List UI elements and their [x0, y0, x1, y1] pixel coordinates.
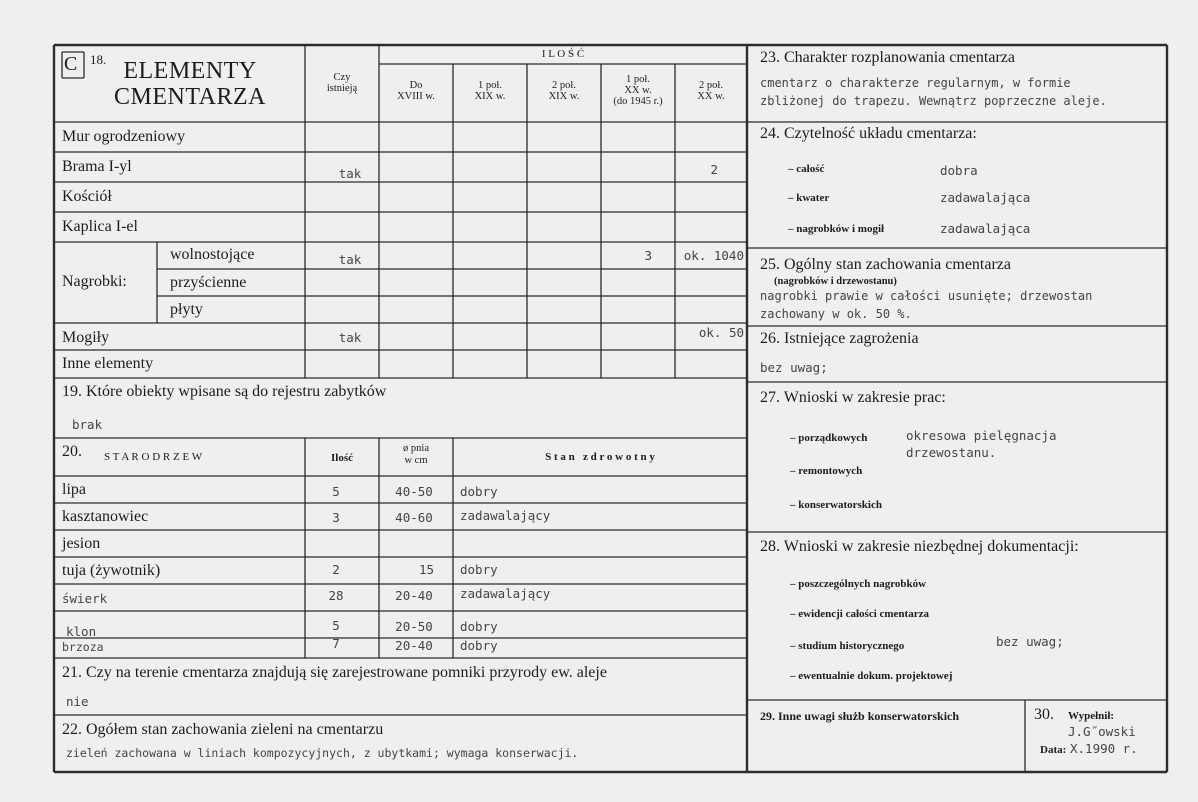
tree-row-qty: 5 [332, 618, 340, 633]
section-20-title: S T A R O D R Z E W [104, 451, 203, 463]
period-5-line2: XX w. [697, 91, 725, 102]
col-tree-diam-line1: ø pnia [403, 443, 429, 454]
documentation-item-label: – studium historycznego [790, 640, 905, 652]
row-mogily-xx2: ok. 50 [698, 325, 744, 340]
period-3-line1: 2 poł. [552, 80, 576, 91]
tree-row-diam: 20-40 [395, 588, 433, 603]
corner-letter: C [64, 53, 78, 75]
section-18-title-line2: CMENTARZA [114, 84, 266, 110]
documentation-item-label: – ewentualnie dokum. projektowej [790, 670, 953, 682]
legibility-item-value: zadawalająca [940, 221, 1031, 236]
tree-row-qty: 7 [332, 636, 340, 651]
legibility-item-value: zadawalająca [940, 190, 1031, 205]
filled-by-label: Wypełnił: [1068, 710, 1115, 722]
legibility-item-label: – kwater [788, 192, 830, 204]
col-exists-line1: Czy [333, 72, 351, 83]
section-19-label: 19. Które obiekty wpisane są do rejestru zabytków [62, 383, 387, 400]
tree-row-qty: 2 [332, 562, 340, 577]
date-label: Data: [1040, 744, 1067, 756]
row-wolnostojace-xx2: ok. 1040 [683, 248, 744, 263]
section-18-title-line1: ELEMENTY [123, 58, 257, 84]
section-24-label: 24. Czytelność układu cmentarza: [760, 125, 977, 142]
documentation-item-label: – ewidencji całości cmentarza [790, 608, 929, 620]
tree-row-health: dobry [460, 484, 498, 499]
section-23-line1: cmentarz o charakterze regularnym, w formie [760, 76, 1071, 90]
legibility-item-value: dobra [940, 163, 978, 178]
section-27-label: 27. Wnioski w zakresie prac: [760, 389, 946, 406]
filled-by-value: J.G˝owski [1068, 724, 1136, 739]
tree-row-name: kasztanowiec [62, 508, 149, 525]
col-tree-diam-line2: w cm [404, 455, 428, 466]
legibility-item-label: – nagrobków i mogił [788, 223, 885, 235]
tree-row-health: dobry [460, 562, 498, 577]
documentation-item-value: bez uwag; [996, 634, 1064, 649]
tree-row-name: lipa [62, 481, 86, 498]
section-25-line1: nagrobki prawie w całości usunięte; drzewostan [760, 289, 1093, 303]
col-quantity-header: I L O Ś Ć [541, 48, 585, 60]
tree-row-qty: 28 [328, 588, 344, 603]
tree-row-health: zadawalający [460, 508, 551, 523]
section-26-value: bez uwag; [760, 360, 828, 375]
section-25-label: 25. Ogólny stan zachowania cmentarza [760, 256, 1012, 273]
col-exists-line2: istnieją [326, 83, 358, 94]
section-23-label: 23. Charakter rozplanowania cmentarza [760, 49, 1015, 66]
period-1-line1: Do [409, 80, 423, 91]
row-przyscienne-label: przyścienne [170, 274, 247, 291]
section-25-sublabel: (nagrobków i drzewostanu) [774, 276, 897, 287]
row-mur-label: Mur ogrodzeniowy [62, 128, 186, 145]
row-brama-label: Brama I-yl [62, 158, 132, 175]
row-wolnostojace-exists: tak [338, 252, 362, 267]
row-plyty-label: płyty [170, 301, 203, 318]
row-inne-label: Inne elementy [62, 355, 154, 372]
period-4-line1: 1 poł. [626, 74, 650, 85]
tree-row-qty: 3 [332, 510, 340, 525]
tree-row-health: zadawalający [460, 586, 551, 601]
section-22-label: 22. Ogółem stan zachowania zieleni na cmentarzu [62, 721, 384, 738]
tree-row-name: świerk [62, 591, 108, 606]
tree-row-diam: 40-50 [395, 484, 433, 499]
works-item-value: okresowa pielęgnacja [906, 428, 1057, 443]
period-4-line3: (do 1945 r.) [613, 96, 663, 107]
section-21-value: nie [66, 694, 89, 709]
period-5-line1: 2 poł. [699, 80, 723, 91]
tree-row-name: tuja (żywotnik) [62, 562, 161, 579]
section-19-value: brak [72, 417, 103, 432]
row-nagrobki-label: Nagrobki: [62, 273, 127, 290]
section-23-line2: zbliżonej do trapezu. Wewnątrz poprzeczne aleje. [760, 94, 1107, 108]
tree-row-diam: 20-50 [395, 619, 433, 634]
row-kosciol-label: Kościół [62, 188, 112, 205]
row-brama-exists: tak [338, 166, 362, 181]
period-1-line2: XVIII w. [397, 91, 435, 102]
section-28-label: 28. Wnioski w zakresie niezbędnej dokumentacji: [760, 538, 1079, 555]
section-18-number: 18. [90, 52, 107, 67]
section-29-label: 29. Inne uwagi służb konserwatorskich [760, 709, 960, 723]
section-22-value: zieleń zachowana w liniach kompozycyjnych, z ubytkami; wymaga konserwacji. [66, 746, 579, 760]
section-20-number: 20. [62, 443, 82, 460]
tree-row-diam: 20-40 [395, 638, 433, 653]
row-mogily-exists: tak [338, 330, 362, 345]
section-30-number: 30. [1034, 706, 1054, 723]
tree-row-name: klon [66, 624, 97, 639]
row-brama-xx2: 2 [710, 162, 718, 177]
documentation-item-label: – poszczególnych nagrobków [790, 578, 927, 590]
col-tree-health: S t a n z d r o w o t n y [545, 451, 655, 463]
works-item-label: – konserwatorskich [790, 499, 882, 511]
period-4-line2: XX w. [624, 85, 652, 96]
section-25-line2: zachowany w ok. 50 %. [760, 307, 912, 321]
tree-row-name: jesion [62, 535, 101, 552]
tree-row-qty: 5 [332, 484, 340, 499]
tree-row-diam: 15 [418, 562, 434, 577]
row-kaplica-label: Kaplica I-el [62, 218, 138, 235]
works-item-label: – remontowych [790, 465, 863, 477]
section-26-label: 26. Istniejące zagrożenia [760, 330, 919, 347]
date-value: X.1990 r. [1070, 741, 1138, 756]
section-21-label: 21. Czy na terenie cmentarza znajdują się zarejestrowane pomniki przyrody ew. aleje [62, 664, 607, 681]
period-2-line1: 1 poł. [478, 80, 502, 91]
works-item-label: – porządkowych [790, 432, 868, 444]
row-wolnostojace-label: wolnostojące [170, 246, 255, 263]
period-3-line2: XIX w. [548, 91, 580, 102]
tree-row-health: dobry [460, 638, 498, 653]
legibility-item-label: – całość [788, 163, 825, 175]
col-tree-qty: Ilość [331, 452, 353, 464]
tree-row-name: brzoza [62, 640, 104, 654]
works-item-value-cont: drzewostanu. [906, 445, 997, 460]
tree-row-diam: 40-60 [395, 510, 433, 525]
row-wolnostojace-xx1: 3 [644, 248, 652, 263]
tree-row-health: dobry [460, 619, 498, 634]
period-2-line2: XIX w. [474, 91, 506, 102]
row-mogily-label: Mogiły [62, 329, 110, 346]
